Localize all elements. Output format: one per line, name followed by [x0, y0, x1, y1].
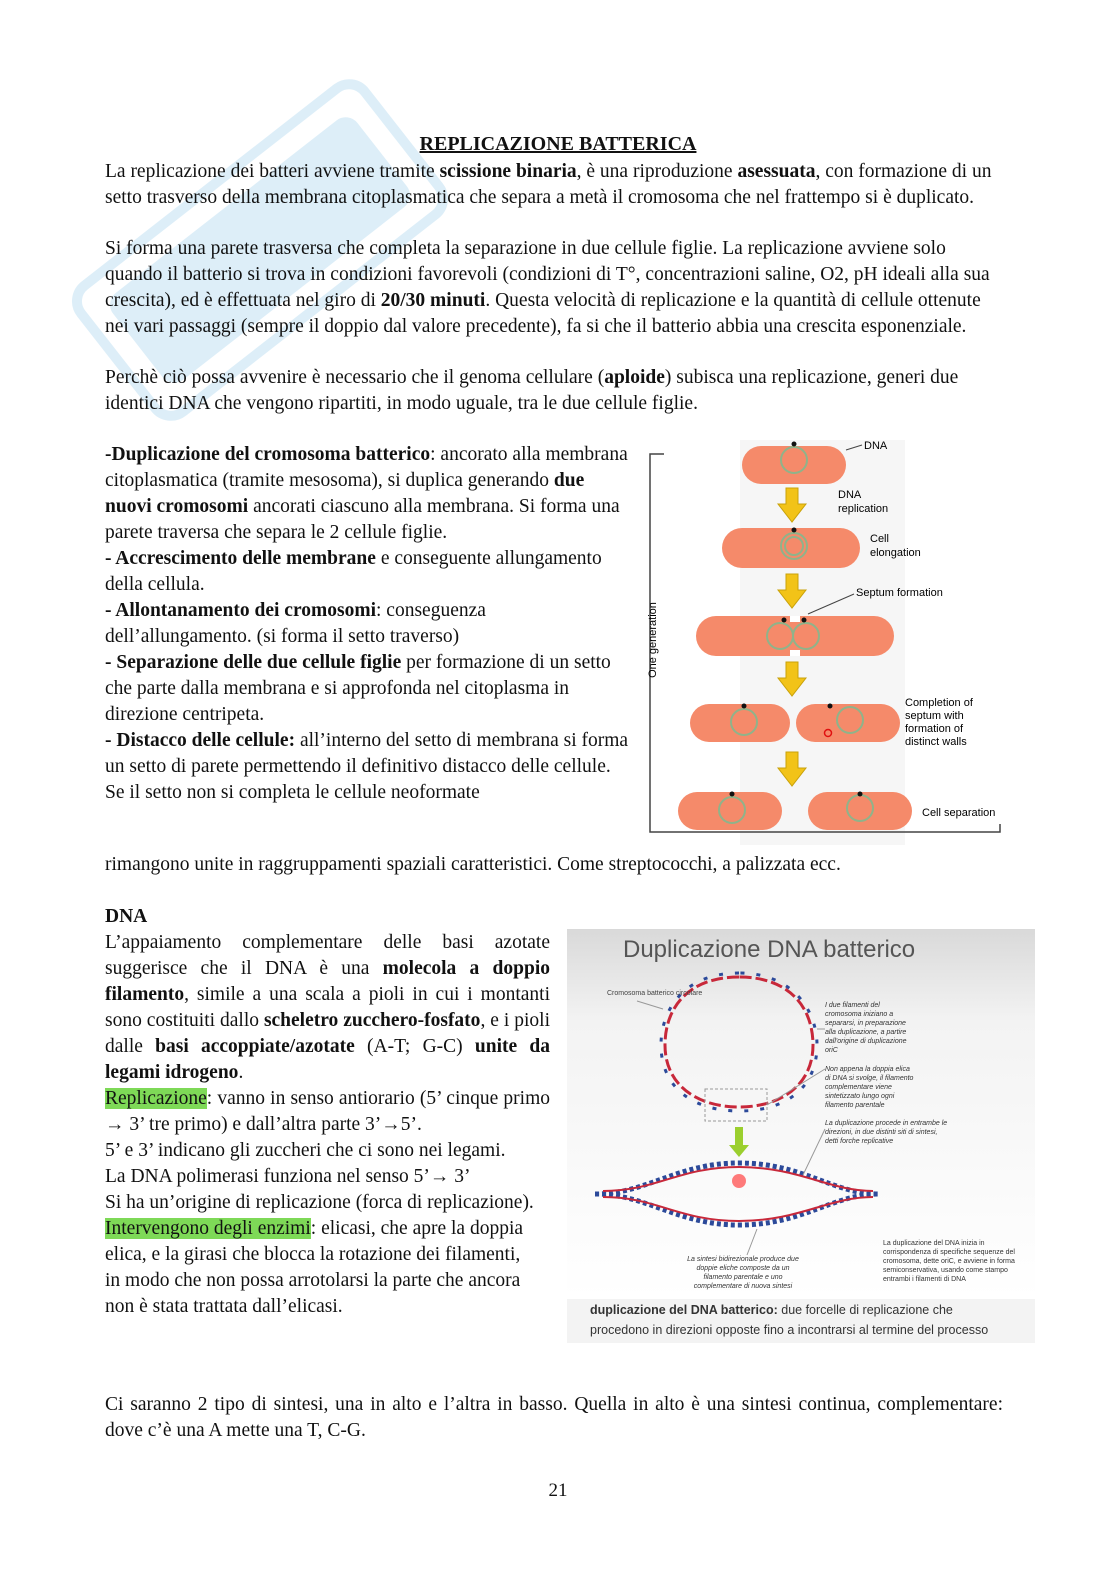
- label-dna-replication-1: DNA: [838, 489, 862, 501]
- figure2-caption: duplicazione del DNA batterico: due forcelle di replicazione che procedono in direzioni opposte fino a incontrarsi al termine del processo: [590, 1303, 989, 1337]
- label-completion-1: Completion of: [905, 697, 973, 709]
- dna-enzymes-paragraph: Intervengono degli enzimi: elicasi, che apre la doppia elica, e la girasi che blocca la rotazione dei filamenti, in modo che non possa arrotolarsi la parte che ancora non è stata trattata dall’elicasi.: [105, 1218, 524, 1317]
- label-cell-elongation-2: elongation: [870, 547, 921, 559]
- step-septum: - Separazione delle due cellule figlie per formazione di un setto che parte dalla membrana e si approfonda nel citoplasma in direzione centripeta.: [105, 652, 611, 725]
- dna-paragraph-5: Si ha un’origine di replicazione (forca di replicazione).: [105, 1192, 534, 1213]
- dna-duplication-figure: [567, 929, 1035, 1343]
- label-dna: DNA: [864, 440, 888, 452]
- note-3: La duplicazione procede in entrambe le direzioni, in due distinti siti di sintesi, detti forche replicative: [825, 1120, 948, 1145]
- label-cell-elongation-1: Cell: [870, 533, 889, 545]
- step-separation-chromosomes: - Allontanamento dei cromosomi: conseguenza dell’allungamento. (si forma il setto traverso): [105, 600, 486, 647]
- origin-marker: [732, 1174, 746, 1188]
- page-title: REPLICAZIONE BATTERICA: [419, 133, 697, 155]
- axis-label-generation: One generation: [647, 602, 659, 678]
- steps-text: [105, 442, 630, 806]
- intro-paragraph-2: Si forma una parete trasversa che completa la separazione in due cellule figlie. La replicazione avviene solo quando il batterio si trova in condizioni favorevoli (condizioni di T°, concentrazioni saline, O2, pH ideali alla sua crescita), ed è effettuata nel giro di 20/30 minuti. Questa velocità di replicazione e la quantità di cellule ottenute nei vari passaggi (sempre il doppio dal valore precedente), fa si che il batterio abbia una crescita esponenziale.: [105, 238, 990, 337]
- label-septum-formation: Septum formation: [856, 587, 943, 599]
- cell-5b: [808, 792, 912, 830]
- step-duplication: -Duplicazione del cromosoma batterico: ancorato alla membrana citoplasmatica (tramite mesosoma), si duplica generando due nuovi cromosomi ancorati ciascuno alla membrana. Si forma una parete traversa che separa le 2 cellule figlie.: [105, 444, 628, 543]
- dna-replication-paragraph: Replicazione: vanno in senso antiorario (5’ cinque primo → 3’ tre primo) e dall’altra parte 3’→5’.: [105, 1088, 550, 1135]
- figure2-title: Duplicazione DNA batterico: [623, 936, 916, 963]
- cell-1: [742, 446, 846, 484]
- dna-paragraph-3: 5’ e 3’ indicano gli zuccheri che ci sono nei legami.: [105, 1140, 506, 1161]
- intro-paragraph-1: La replicazione dei batteri avviene tramite scissione binaria, è una riproduzione asessuata, con formazione di un setto trasverso della membrana citoplasmatica che separa a metà il cromosoma che nel frattempo si è duplicato.: [105, 161, 992, 208]
- step-growth: - Accrescimento delle membrane e conseguente allungamento della cellula.: [105, 548, 602, 595]
- page-number: 21: [548, 1480, 568, 1501]
- step-note-line2: rimangono unite in raggruppamenti spaziali caratteristici. Come streptococchi, a palizzata ecc.: [105, 854, 841, 875]
- step-note-line1: Se il setto non si completa le cellule neoformate: [105, 782, 480, 803]
- dna-text-column: [105, 930, 550, 1320]
- note-5: La duplicazione del DNA inizia in corrispondenza di specifiche sequenze del cromosoma, dette oriC, e avviene in forma semiconservativa, usando come stampo entrambi i filamenti di DNA: [883, 1240, 1015, 1283]
- label-dna-replication-2: replication: [838, 503, 889, 515]
- intro-paragraph-3: Perchè ciò possa avvenire è necessario che il genoma cellulare (aploide) subisca una replicazione, generi due identici DNA che vengono ripartiti, in modo uguale, tra le due cellule figlie.: [105, 367, 959, 414]
- label-completion-3: formation of: [905, 723, 964, 735]
- note-2: Non appena la doppia elica di DNA si svolge, il filamento complementare viene sintetizzato lungo ogni filamento parentale: [825, 1066, 914, 1109]
- step-detachment: - Distacco delle cellule: all’interno del setto di membrana si forma un setto di parete permettendo il definitivo distacco delle cellule.: [105, 730, 629, 777]
- dna-paragraph-1: L’appaiamento complementare delle basi azotate suggerisce che il DNA è una molecola a doppio filamento, simile a una scala a pioli in cui i montanti sono costituiti dallo scheletro zucchero-fosfato, e i pioli dalle basi accoppiate/azotate (A-T; G-C) unite da legami idrogeno.: [105, 932, 551, 1083]
- cell-4b: [796, 704, 900, 742]
- highlight-enzimi: Intervengono degli enzimi: [105, 1218, 311, 1239]
- binary-fission-figure: [640, 440, 1020, 845]
- label-completion-4: distinct walls: [905, 736, 967, 748]
- dna-paragraph-4: La DNA polimerasi funziona nel senso 5’→ 3’: [105, 1166, 471, 1187]
- label-cell-separation: Cell separation: [922, 807, 996, 819]
- note-1: I due filamenti del cromosoma iniziano a separarsi, in preparazione alla duplicazione, a partire dall'origine di duplicazione oriC: [825, 1002, 907, 1054]
- note-4: La sintesi bidirezionale produce due doppie eliche composte da un filamento parentale e uno complementare di nuova sintesi: [687, 1256, 799, 1290]
- highlight-replicazione: Replicazione: [105, 1088, 207, 1109]
- dna-heading: DNA: [105, 906, 148, 927]
- label-completion-2: septum with: [905, 710, 964, 722]
- label-chromosome: Cromosoma batterico circolare: [607, 990, 703, 997]
- dna-paragraph-7: Ci saranno 2 tipo di sintesi, una in alto e l’altra in basso. Quella in alto è una sintesi continua, complementare: dove c’è una A mette una T, C-G.: [105, 1394, 1003, 1441]
